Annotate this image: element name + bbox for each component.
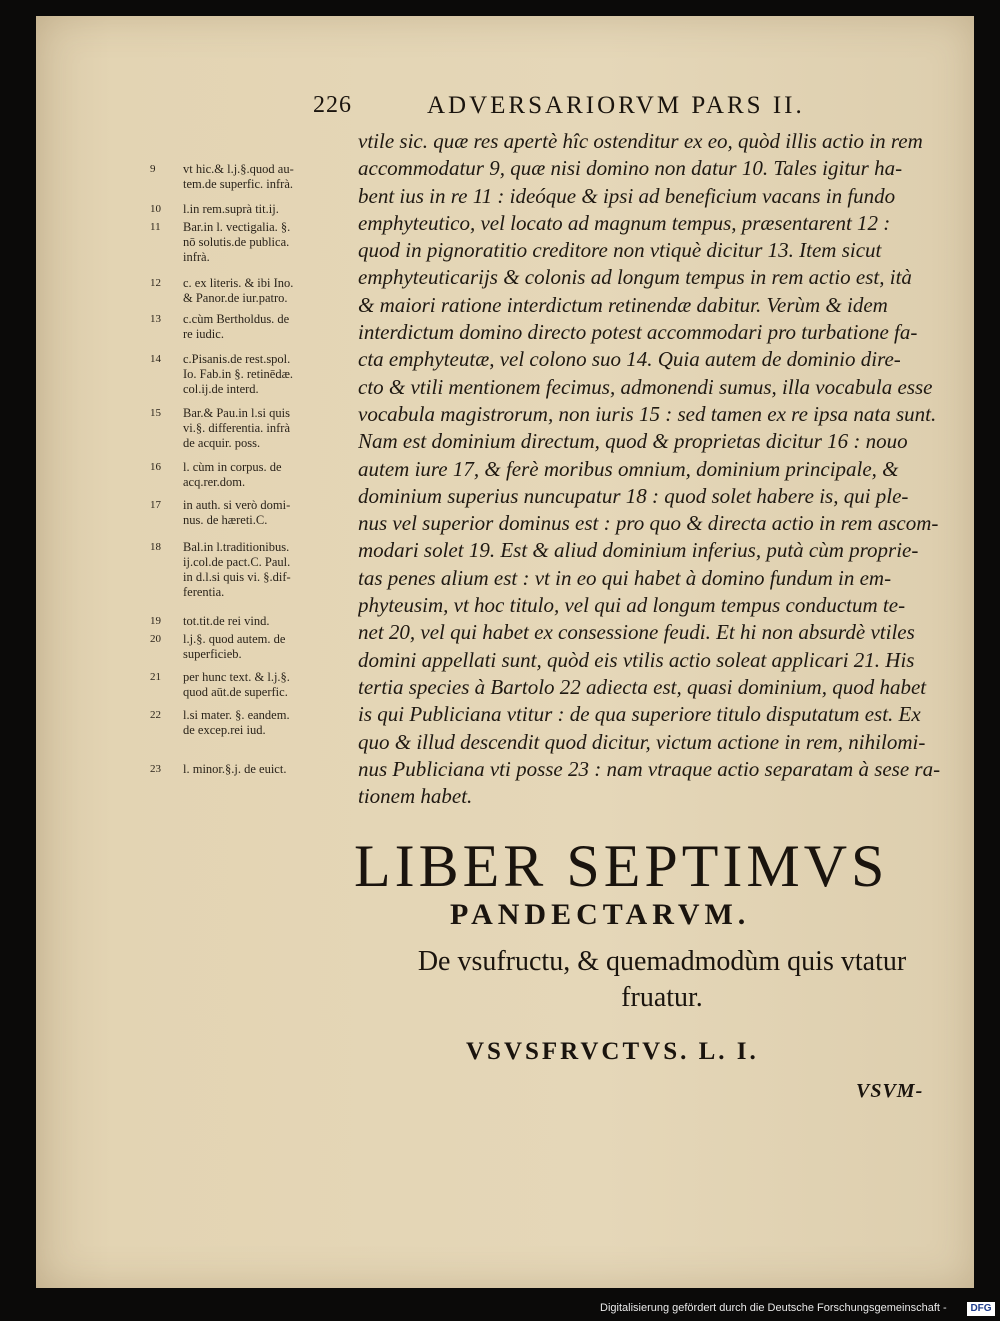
body-line: is qui Publiciana vtitur : de qua superiore titulo disputatum est. Ex — [358, 702, 921, 727]
note-text: Bar.& Pau.in l.si quis vi.§. differentia. infrà de acquir. poss. — [183, 406, 291, 450]
note-text: l.in rem.suprà tit.ij. — [183, 202, 279, 216]
note-text: Bar.in l. vectigalia. §. nō solutis.de publica. infrà. — [183, 220, 291, 264]
body-text — [358, 128, 958, 810]
note-text: c.Pisanis.de rest.spol. Io. Fab.in §. retinēdæ. col.ij.de interd. — [183, 352, 294, 396]
note-number: 23 — [150, 763, 161, 775]
note-text: per hunc text. & l.j.§. quod aūt.de superfic. — [183, 670, 290, 699]
note-number: 19 — [150, 615, 161, 627]
body-line: phyteusim, vt hoc titulo, vel qui ad longum tempus conductum te- — [358, 593, 906, 618]
body-line: quod in pignoratitio creditore non vtiquè dicitur 13. Item sicut — [358, 238, 882, 263]
body-line: dominium superius nuncupatur 18 : quod solet habere is, qui ple- — [358, 483, 909, 508]
book-title: LIBER SEPTIMVS — [354, 833, 889, 899]
body-line: tionem habet. — [358, 784, 473, 809]
body-line: bent ius in re 11 : ideóque & ipsi ad beneficium vacans in fundo — [358, 183, 896, 208]
catchword: VSVM- — [856, 1080, 924, 1102]
note-number: 10 — [150, 203, 161, 215]
body-line: tas penes alium est : vt in eo qui habet à domino fundum in em- — [358, 565, 892, 590]
body-line: net 20, vel qui habet ex consessione feudi. Et hi non absurdè vtiles — [358, 620, 915, 645]
note-number: 18 — [150, 541, 161, 553]
note-number: 14 — [150, 353, 161, 365]
note-text: l. cùm in corpus. de acq.rer.dom. — [183, 460, 282, 489]
law-heading: VSVSFRVCTVS. L. I. — [466, 1038, 759, 1065]
body-line: vtile sic. quæ res apertè hîc ostenditur ex eo, quòd illis actio in rem — [358, 129, 923, 153]
note-number: 12 — [150, 277, 161, 289]
body-line: accommodatur 9, quæ nisi domino non datur 10. Tales igitur ha- — [358, 156, 903, 181]
body-line: Nam est dominium directum, quod & proprietas dicitur 16 : nouo — [358, 429, 908, 454]
body-line: emphyteutico, vel locato ad magnum tempus, præsentarent 12 : — [358, 210, 891, 235]
body-line: autem iure 17, & ferè moribus omnium, dominium principale, & — [358, 456, 899, 481]
body-line: vocabula magistrorum, non iuris 15 : sed tamen ex re ipsa nata sunt. — [358, 401, 937, 426]
note-text: c. ex literis. & ibi Ino. & Panor.de iur.patro. — [183, 276, 294, 305]
note-text: l. minor.§.j. de euict. — [183, 762, 287, 776]
note-text: Bal.in l.traditionibus. ij.col.de pact.C. Paul. in d.l.si quis vi. §.dif- ferentia. — [183, 540, 291, 599]
note-text: l.j.§. quod autem. de superficieb. — [183, 632, 286, 661]
note-text: l.si mater. §. eandem. de excep.rei iud. — [183, 708, 290, 737]
note-number: 13 — [150, 313, 161, 325]
body-line: tertia species à Bartolo 22 adiecta est, quasi dominium, quod habet — [358, 674, 927, 699]
title-description: De vsufructu, & quemadmodùm quis vtatur fruatur. — [417, 946, 907, 1013]
body-line: interdictum domino directo potest accommodari pro turbatione fa- — [358, 320, 918, 345]
note-text: vt hic.& l.j.§.quod au- tem.de superfic. infrà. — [183, 162, 294, 191]
body-line: emphyteuticarijs & colonis ad longum tempus in rem actio est, ità — [358, 265, 912, 290]
page-number: 226 — [313, 92, 352, 118]
body-line: quo & illud descendit quod dicitur, victum actione in rem, nihilomi- — [358, 729, 926, 754]
note-number: 11 — [150, 221, 161, 233]
body-line: domini appellati sunt, quòd eis vtilis actio soleat applicari 21. His — [358, 647, 915, 672]
body-line: nus vel superior dominus est : pro quo & directa actio in rem ascom- — [358, 511, 939, 536]
book-subtitle: PANDECTARVM. — [450, 898, 751, 931]
note-number: 20 — [150, 633, 161, 645]
note-number: 9 — [150, 163, 156, 175]
note-text: tot.tit.de rei vind. — [183, 614, 270, 628]
dfg-logo-icon: DFG — [967, 1302, 995, 1316]
body-line: nus Publiciana vti posse 23 : nam vtraque actio separatam à sese ra- — [358, 756, 941, 781]
note-number: 16 — [150, 461, 161, 473]
note-number: 22 — [150, 709, 161, 721]
body-line: & maiori ratione interdictum retinendæ dabitur. Verùm & idem — [358, 292, 888, 317]
footer-credit: Digitalisierung gefördert durch die Deutsche Forschungsgemeinschaft - — [600, 1302, 947, 1314]
note-number: 17 — [150, 499, 161, 511]
running-head: ADVERSARIORVM PARS II. — [427, 92, 805, 119]
note-text: c.cùm Bertholdus. de re iudic. — [183, 312, 290, 341]
body-line: cto & vtili mentionem fecimus, admonendi sumus, illa vocabula esse — [358, 374, 933, 399]
note-number: 21 — [150, 671, 161, 683]
note-text: in auth. si verò domi- nus. de hæreti.C. — [183, 498, 291, 527]
body-line: modari solet 19. Est & aliud dominium inferius, putà cùm proprie- — [358, 538, 919, 563]
body-line: cta emphyteutæ, vel colono suo 14. Quia autem de dominio dire- — [358, 347, 901, 372]
page-header — [305, 92, 965, 124]
note-number: 15 — [150, 407, 161, 419]
